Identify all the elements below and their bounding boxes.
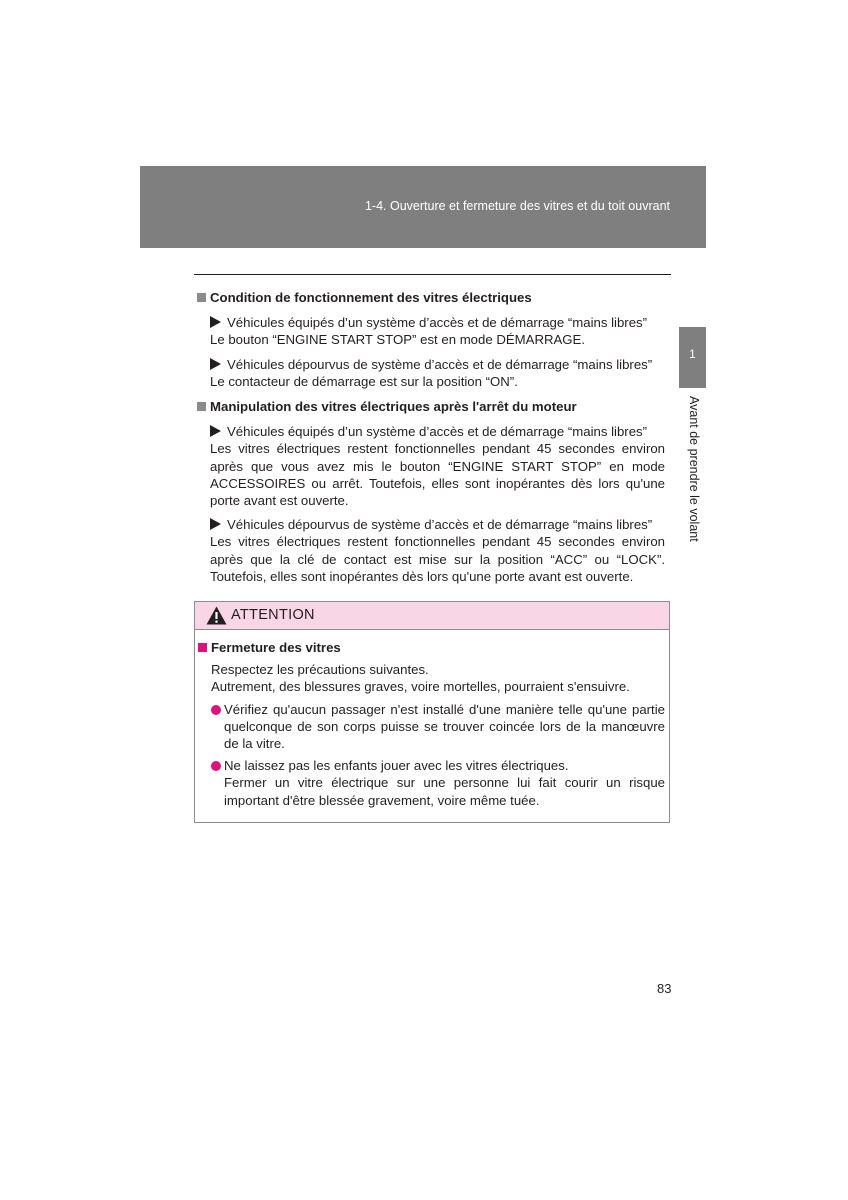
attention-bullet [211, 757, 665, 809]
attention-header [195, 602, 669, 630]
chapter-tab [679, 327, 706, 388]
condition-text: Véhicules dépourvus de système d’accès et de démarrage “mains libres” [227, 356, 653, 372]
attention-bullet [211, 701, 665, 753]
condition-item [210, 516, 665, 585]
attention-heading [198, 639, 665, 656]
body-line: Le bouton “ENGINE START STOP” est en mode DÉMARRAGE. [210, 332, 586, 348]
arrow-right-icon [210, 425, 221, 437]
bullet-dot-icon [211, 761, 221, 771]
warning-triangle-icon [206, 606, 227, 625]
condition-line [210, 314, 665, 331]
page-number: 83 [657, 981, 672, 996]
attention-intro [211, 661, 665, 695]
attention-title: ATTENTION [231, 607, 315, 623]
body-line: Toutefois, elles sont inopérantes dès lors qu'une porte avant est ouverte. [210, 568, 634, 584]
condition-text: Véhicules équipés d’un système d’accès et de démarrage “mains libres” [227, 315, 648, 331]
condition-item [210, 314, 665, 348]
bullet-dot-icon [211, 705, 221, 715]
body-line: porte avant est ouverte. [210, 493, 349, 509]
square-bullet-icon [197, 293, 206, 302]
body-line: après que vous avez mis le bouton “ENGINE START STOP” en mode [210, 458, 665, 474]
square-bullet-icon [197, 402, 206, 411]
bullet-line: important d'être blessée gravement, voire même tuée. [224, 792, 540, 808]
chapter-number: 1 [689, 347, 696, 361]
body-line: Les vitres électriques restent fonctionnelles pendant 45 secondes environ [210, 534, 665, 550]
bullet-line: Fermer un vitre électrique sur une personne lui fait courir un risque [224, 775, 665, 791]
arrow-right-icon [210, 358, 221, 370]
intro-line: Autrement, des blessures graves, voire mortelles, pourraient s'ensuivre. [211, 679, 630, 695]
arrow-right-icon [210, 518, 221, 530]
intro-line: Respectez les précautions suivantes. [211, 662, 429, 678]
main-content [197, 289, 665, 585]
condition-text: Véhicules dépourvus de système d’accès et de démarrage “mains libres” [227, 517, 653, 533]
body-line: Le contacteur de démarrage est sur la position “ON”. [210, 373, 518, 389]
section-heading [197, 398, 665, 415]
chapter-label: Avant de prendre le volant [687, 396, 701, 542]
condition-item [210, 423, 665, 509]
section-title: 1-4. Ouverture et fermeture des vitres et du toit ouvrant [364, 199, 670, 213]
top-divider [194, 274, 671, 275]
arrow-right-icon [210, 316, 221, 328]
section-heading-text: Condition de fonctionnement des vitres électriques [210, 290, 532, 305]
attention-heading-text: Fermeture des vitres [211, 640, 341, 655]
condition-text: Véhicules équipés d’un système d’accès et de démarrage “mains libres” [227, 424, 648, 440]
condition-line [210, 356, 665, 373]
condition-item [210, 356, 665, 390]
section-heading-text: Manipulation des vitres électriques après l'arrêt du moteur [210, 399, 577, 415]
square-bullet-icon [198, 643, 207, 652]
body-line: après que la clé de contact est mise sur la position “ACC” ou “LOCK”. [210, 551, 665, 567]
body-line: ACCESSOIRES ou arrêt. Toutefois, elles sont inopérantes dès lors qu'une [210, 475, 665, 491]
bullet-line: Vérifiez qu'aucun passager n'est installé d'une manière telle qu'une partie [224, 701, 665, 717]
section-heading [197, 289, 665, 306]
condition-line [210, 423, 665, 440]
condition-line [210, 516, 665, 533]
body-line: Les vitres électriques restent fonctionnelles pendant 45 secondes environ [210, 441, 665, 457]
chapter-header-band [140, 166, 706, 248]
bullet-line: Ne laissez pas les enfants jouer avec les vitres électriques. [224, 758, 569, 774]
attention-body [198, 639, 665, 809]
bullet-line: de la vitre. [224, 736, 285, 752]
bullet-line: quelconque de son corps puisse se trouver coincée lors de la manœuvre [224, 718, 665, 734]
attention-box [194, 601, 670, 823]
